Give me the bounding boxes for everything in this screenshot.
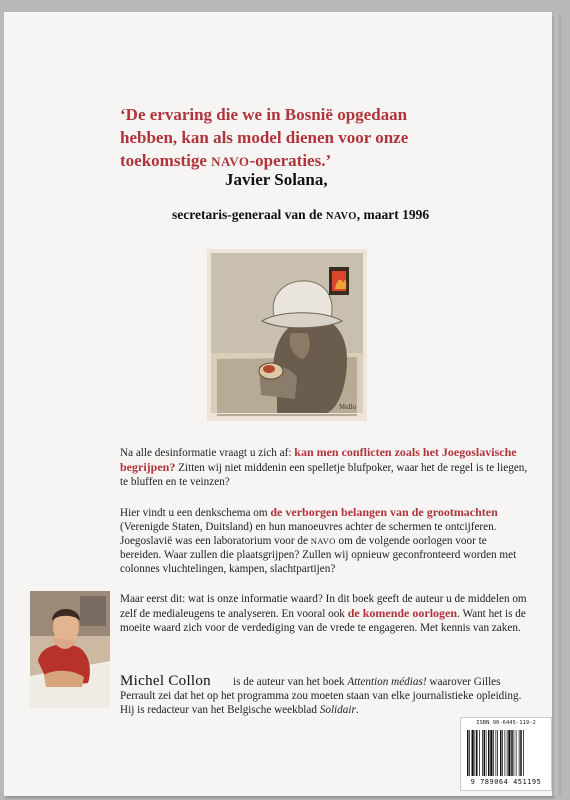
barcode-bar	[476, 730, 478, 776]
barcode-bar	[484, 730, 486, 776]
p2-navo: NAVO	[310, 536, 336, 546]
quote-author: Javier Solana,	[225, 170, 328, 189]
paragraph-intro	[120, 445, 530, 489]
paragraph-media	[120, 592, 530, 635]
barcode-digits: 9 789064 451195	[470, 778, 542, 786]
p1-text: Na alle desinformatie vraagt u zich af:	[120, 447, 295, 459]
barcode-bar	[500, 730, 502, 776]
barcode-bar	[508, 730, 510, 776]
svg-text:Mello: Mello	[339, 404, 357, 411]
isbn-barcode	[460, 717, 552, 791]
barcode-bar	[507, 730, 508, 776]
barcode-bar	[472, 730, 474, 776]
barcode-bar	[516, 730, 517, 776]
p2-text-end: om de volgende oorlogen voor te bereiden. Waar zullen die plaatsgrijpen? Zullen wij opnieuw geconfronteerd worden met colonnes vluchtelingen, kampen, slachtpartijen?	[120, 535, 517, 575]
illustration-art	[207, 249, 367, 421]
author-photo	[30, 591, 110, 708]
barcode-bar	[469, 730, 470, 776]
quote-author-role	[172, 207, 429, 223]
barcode-bar	[519, 730, 520, 776]
p3-highlight: de komende oorlogen	[347, 606, 458, 620]
barcode-bar	[514, 730, 515, 776]
barcode-bar	[467, 730, 469, 776]
barcode-bar	[493, 730, 494, 776]
quote-navo: NAVO	[211, 154, 250, 169]
barcode-bar	[497, 730, 498, 776]
bio-text-mid: waarover Gilles Perrault zei dat het op het programma zou moeten staan van elke journalistieke opleiding. Hij is redacteur van het Belgische weekblad	[120, 676, 522, 716]
epigraph-quote	[120, 103, 530, 173]
p2-text: Hier vindt u een denkschema om	[120, 507, 271, 519]
quote-line-2: hebben, kan als model dienen voor onze	[120, 128, 409, 147]
cover-illustration	[207, 249, 367, 421]
isbn-number: ISBN 90-6445-119-2	[476, 720, 536, 726]
p1-highlight: kan men conflicten zoals het Joegoslavische begrijpen?	[120, 445, 517, 474]
p3-text-end: . Want het is de moeite waard zich voor de verdediging van de vrede te engageren. Met kennis van zaken.	[120, 608, 526, 634]
barcode-bar	[490, 730, 492, 776]
barcode-bar	[523, 730, 524, 776]
bio-book-title: Attention médias!	[347, 676, 427, 688]
quote-line-1: ‘De ervaring die we in Bosnië opgedaan	[120, 105, 408, 124]
p3-text: Maar eerst dit: wat is onze informatie waard? In dit boek geeft de auteur u de middelen om zelf de medialeugens te analyseren. En vooral ook	[120, 593, 527, 620]
page-edge	[552, 14, 561, 796]
barcode-bar	[502, 730, 503, 776]
author-photo-art	[30, 591, 110, 708]
role-text: secretaris-generaal van de	[172, 207, 326, 222]
role-date: , maart 1996	[356, 207, 430, 222]
barcode-bar	[496, 730, 497, 776]
bio-weekly-title: Solidair	[319, 704, 356, 716]
barcode-bar	[488, 730, 490, 776]
barcode-bar	[511, 730, 513, 776]
barcode-bar	[475, 730, 476, 776]
bio-text-end: .	[355, 704, 359, 716]
p1-text-end: Zitten wij niet middenin een spelletje blufpoker, waar het de regel is te liegen, te bluffen en te veinzen?	[120, 462, 528, 488]
barcode-bar	[486, 730, 487, 776]
quote-line-3: toekomstige	[120, 151, 212, 170]
bio-author-name: Michel Collon	[120, 673, 211, 689]
barcode-bar	[482, 730, 483, 776]
author-bio	[120, 675, 530, 717]
paragraph-schema	[120, 505, 530, 576]
quote-line-3-end: -operaties.’	[249, 151, 332, 170]
role-navo: NAVO	[325, 211, 357, 222]
p2-text-mid: (Verenigde Staten, Duitsland) en hun manoeuvres achter de schermen te ontcijferen. Joegoslavië was een laboratorium voor de	[120, 521, 497, 547]
barcode-bars	[461, 728, 551, 778]
barcode-bar	[505, 730, 506, 776]
barcode-bar	[520, 730, 522, 776]
p2-highlight: de verborgen belangen van de grootmachten	[270, 505, 498, 519]
bio-text: is de auteur van het boek	[233, 676, 348, 688]
barcode-bar	[479, 730, 480, 776]
